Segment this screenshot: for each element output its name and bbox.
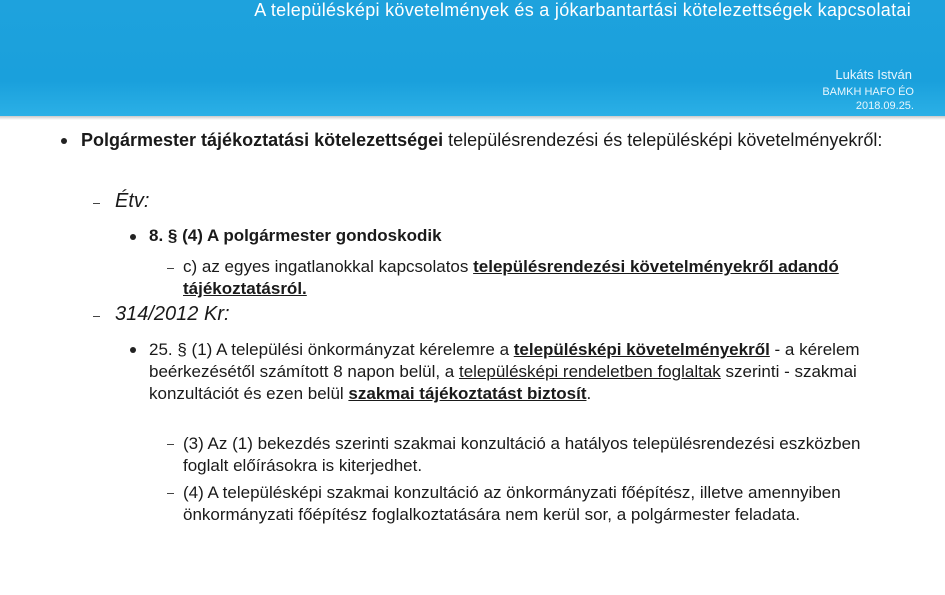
main-point-bold: Polgármester tájékoztatási kötelezettségei <box>81 130 444 150</box>
etv-point-c-text: c) az egyes ingatlanokkal kapcsolatos <box>183 257 474 276</box>
kr-paragraph-1 <box>149 339 909 405</box>
kr-p1-g: . <box>586 384 592 403</box>
dash-icon <box>93 316 100 317</box>
etv-label: Étv: <box>115 190 150 212</box>
kr-p1-d: településképi rendeletben foglaltak <box>458 362 721 381</box>
etv-point-c <box>183 256 903 300</box>
slide-title: A településképi követelmények és a jókarbantartási kötelezettségek kapcsolatai <box>254 0 911 20</box>
kr-p1-c: - a kérelem beérkezésétől számított 8 napon belül, a <box>149 340 860 381</box>
dash-icon <box>167 268 174 269</box>
kr-p1-a: 25. § (1) A települési önkormányzat kérelemre a <box>149 340 514 359</box>
dash-icon <box>167 444 174 445</box>
bullet-icon <box>61 138 67 144</box>
main-point-rest: településrendezési és településképi követelményekről: <box>443 130 883 150</box>
kr-p1-b: településképi követelményekről <box>513 340 770 359</box>
bullet-icon <box>130 347 136 353</box>
kr-label: 314/2012 Kr: <box>115 303 230 325</box>
organization-name: BAMKH HAFO ÉO <box>822 86 914 98</box>
dash-icon <box>93 203 100 204</box>
etv-point-c-highlight: településrendezési követelményekről adandó tájékoztatásról. <box>183 257 839 298</box>
kr-paragraph-4: (4) A településképi szakmai konzultáció az önkormányzati főépítész, illetve amennyiben önkormányzati főépítész foglalkoztatására nem kerül sor, a polgármester feladata. <box>183 483 841 524</box>
main-point <box>81 129 901 151</box>
author-name: Lukáts István <box>835 67 912 82</box>
etv-paragraph-text: 8. § (4) A polgármester gondoskodik <box>149 226 442 245</box>
dash-icon <box>167 493 174 494</box>
etv-paragraph <box>149 225 442 247</box>
kr-paragraph-3: (3) Az (1) bekezdés szerinti szakmai konzultáció a hatályos településrendezési eszközben foglalt előírásokra is kiterjedhet. <box>183 434 861 475</box>
kr-p1-f: szakmai tájékoztatást biztosít <box>348 384 587 403</box>
banner-shadow <box>0 116 945 120</box>
title-banner <box>0 0 945 116</box>
presentation-date: 2018.09.25. <box>855 100 914 112</box>
bullet-icon <box>130 234 136 240</box>
kr-p1-e: szerinti - szakmai konzultációt és ezen belül <box>149 362 857 403</box>
